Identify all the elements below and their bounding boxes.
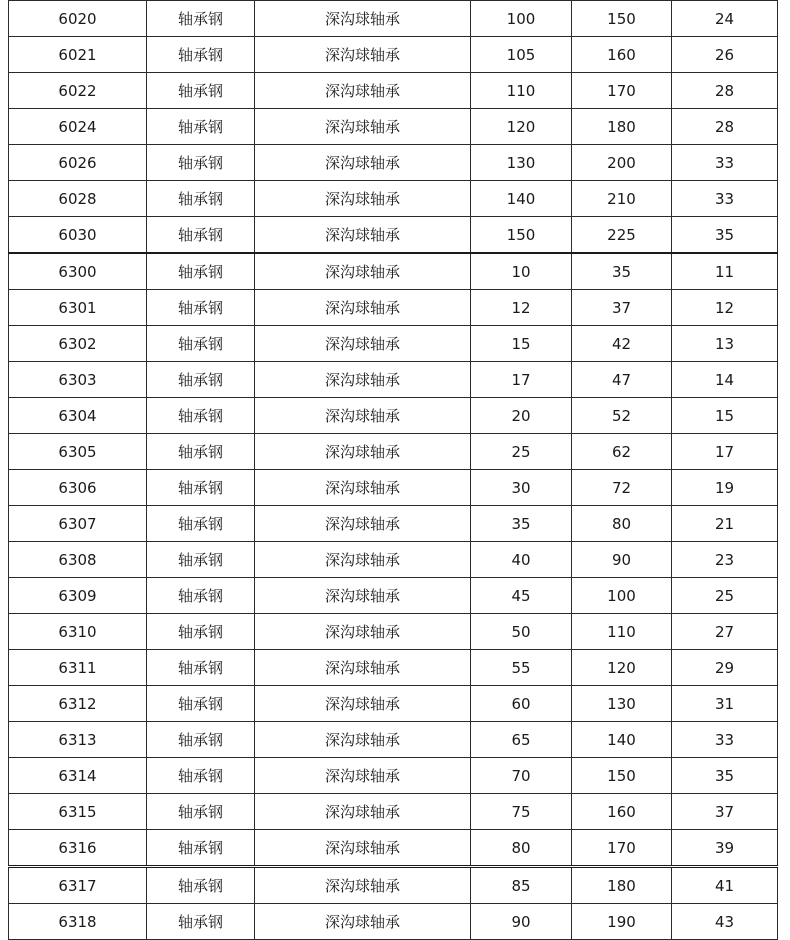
inner-diameter-cell: 90 [471, 904, 572, 940]
table-row [9, 578, 778, 614]
table-row [9, 686, 778, 722]
table-row [9, 217, 778, 254]
table-row [9, 1, 778, 37]
model-cell: 6308 [9, 542, 147, 578]
table-row [9, 145, 778, 181]
outer-diameter-cell: 72 [572, 470, 672, 506]
type-cell: 深沟球轴承 [255, 217, 471, 254]
type-cell: 深沟球轴承 [255, 506, 471, 542]
width-cell: 21 [672, 506, 778, 542]
material-cell: 轴承钢 [147, 326, 255, 362]
type-cell: 深沟球轴承 [255, 398, 471, 434]
material-cell: 轴承钢 [147, 904, 255, 940]
material-cell: 轴承钢 [147, 650, 255, 686]
table-row [9, 398, 778, 434]
outer-diameter-cell: 160 [572, 794, 672, 830]
table-row [9, 506, 778, 542]
material-cell: 轴承钢 [147, 434, 255, 470]
table-row [9, 722, 778, 758]
model-cell: 6316 [9, 830, 147, 867]
model-cell: 6026 [9, 145, 147, 181]
outer-diameter-cell: 42 [572, 326, 672, 362]
table-row [9, 758, 778, 794]
width-cell: 28 [672, 109, 778, 145]
outer-diameter-cell: 200 [572, 145, 672, 181]
model-cell: 6300 [9, 253, 147, 290]
type-cell: 深沟球轴承 [255, 867, 471, 904]
model-cell: 6306 [9, 470, 147, 506]
material-cell: 轴承钢 [147, 73, 255, 109]
model-cell: 6314 [9, 758, 147, 794]
outer-diameter-cell: 80 [572, 506, 672, 542]
outer-diameter-cell: 170 [572, 830, 672, 867]
inner-diameter-cell: 12 [471, 290, 572, 326]
width-cell: 43 [672, 904, 778, 940]
type-cell: 深沟球轴承 [255, 253, 471, 290]
model-cell: 6022 [9, 73, 147, 109]
outer-diameter-cell: 52 [572, 398, 672, 434]
material-cell: 轴承钢 [147, 217, 255, 254]
width-cell: 28 [672, 73, 778, 109]
inner-diameter-cell: 15 [471, 326, 572, 362]
inner-diameter-cell: 110 [471, 73, 572, 109]
outer-diameter-cell: 62 [572, 434, 672, 470]
width-cell: 29 [672, 650, 778, 686]
type-cell: 深沟球轴承 [255, 904, 471, 940]
model-cell: 6020 [9, 1, 147, 37]
width-cell: 31 [672, 686, 778, 722]
material-cell: 轴承钢 [147, 1, 255, 37]
width-cell: 11 [672, 253, 778, 290]
type-cell: 深沟球轴承 [255, 73, 471, 109]
width-cell: 17 [672, 434, 778, 470]
model-cell: 6317 [9, 867, 147, 904]
model-cell: 6310 [9, 614, 147, 650]
model-cell: 6024 [9, 109, 147, 145]
table-row [9, 904, 778, 940]
type-cell: 深沟球轴承 [255, 794, 471, 830]
material-cell: 轴承钢 [147, 867, 255, 904]
width-cell: 23 [672, 542, 778, 578]
type-cell: 深沟球轴承 [255, 434, 471, 470]
material-cell: 轴承钢 [147, 470, 255, 506]
type-cell: 深沟球轴承 [255, 686, 471, 722]
model-cell: 6315 [9, 794, 147, 830]
outer-diameter-cell: 130 [572, 686, 672, 722]
inner-diameter-cell: 150 [471, 217, 572, 254]
inner-diameter-cell: 45 [471, 578, 572, 614]
table-row [9, 614, 778, 650]
type-cell: 深沟球轴承 [255, 470, 471, 506]
model-cell: 6309 [9, 578, 147, 614]
outer-diameter-cell: 100 [572, 578, 672, 614]
table-row [9, 830, 778, 867]
inner-diameter-cell: 70 [471, 758, 572, 794]
inner-diameter-cell: 80 [471, 830, 572, 867]
type-cell: 深沟球轴承 [255, 326, 471, 362]
inner-diameter-cell: 55 [471, 650, 572, 686]
outer-diameter-cell: 225 [572, 217, 672, 254]
inner-diameter-cell: 105 [471, 37, 572, 73]
type-cell: 深沟球轴承 [255, 1, 471, 37]
inner-diameter-cell: 60 [471, 686, 572, 722]
model-cell: 6313 [9, 722, 147, 758]
outer-diameter-cell: 47 [572, 362, 672, 398]
material-cell: 轴承钢 [147, 722, 255, 758]
inner-diameter-cell: 100 [471, 1, 572, 37]
model-cell: 6318 [9, 904, 147, 940]
width-cell: 35 [672, 217, 778, 254]
width-cell: 33 [672, 181, 778, 217]
type-cell: 深沟球轴承 [255, 362, 471, 398]
type-cell: 深沟球轴承 [255, 109, 471, 145]
width-cell: 33 [672, 722, 778, 758]
width-cell: 13 [672, 326, 778, 362]
model-cell: 6312 [9, 686, 147, 722]
outer-diameter-cell: 35 [572, 253, 672, 290]
width-cell: 33 [672, 145, 778, 181]
type-cell: 深沟球轴承 [255, 722, 471, 758]
table-row [9, 470, 778, 506]
material-cell: 轴承钢 [147, 614, 255, 650]
material-cell: 轴承钢 [147, 37, 255, 73]
model-cell: 6302 [9, 326, 147, 362]
type-cell: 深沟球轴承 [255, 614, 471, 650]
inner-diameter-cell: 30 [471, 470, 572, 506]
material-cell: 轴承钢 [147, 506, 255, 542]
inner-diameter-cell: 140 [471, 181, 572, 217]
inner-diameter-cell: 17 [471, 362, 572, 398]
table-row [9, 109, 778, 145]
material-cell: 轴承钢 [147, 362, 255, 398]
model-cell: 6304 [9, 398, 147, 434]
table-row [9, 253, 778, 290]
inner-diameter-cell: 35 [471, 506, 572, 542]
material-cell: 轴承钢 [147, 830, 255, 867]
width-cell: 39 [672, 830, 778, 867]
table-row [9, 37, 778, 73]
table-row [9, 290, 778, 326]
material-cell: 轴承钢 [147, 290, 255, 326]
type-cell: 深沟球轴承 [255, 650, 471, 686]
width-cell: 14 [672, 362, 778, 398]
inner-diameter-cell: 10 [471, 253, 572, 290]
width-cell: 37 [672, 794, 778, 830]
model-cell: 6028 [9, 181, 147, 217]
width-cell: 15 [672, 398, 778, 434]
model-cell: 6021 [9, 37, 147, 73]
material-cell: 轴承钢 [147, 758, 255, 794]
type-cell: 深沟球轴承 [255, 37, 471, 73]
table-row [9, 181, 778, 217]
type-cell: 深沟球轴承 [255, 578, 471, 614]
type-cell: 深沟球轴承 [255, 290, 471, 326]
material-cell: 轴承钢 [147, 542, 255, 578]
width-cell: 24 [672, 1, 778, 37]
inner-diameter-cell: 65 [471, 722, 572, 758]
outer-diameter-cell: 190 [572, 904, 672, 940]
type-cell: 深沟球轴承 [255, 830, 471, 867]
inner-diameter-cell: 20 [471, 398, 572, 434]
type-cell: 深沟球轴承 [255, 542, 471, 578]
material-cell: 轴承钢 [147, 794, 255, 830]
inner-diameter-cell: 130 [471, 145, 572, 181]
table-row [9, 650, 778, 686]
bearing-spec-sheet [8, 0, 777, 940]
outer-diameter-cell: 180 [572, 867, 672, 904]
table-row [9, 794, 778, 830]
outer-diameter-cell: 110 [572, 614, 672, 650]
model-cell: 6301 [9, 290, 147, 326]
material-cell: 轴承钢 [147, 253, 255, 290]
outer-diameter-cell: 170 [572, 73, 672, 109]
model-cell: 6311 [9, 650, 147, 686]
width-cell: 26 [672, 37, 778, 73]
outer-diameter-cell: 180 [572, 109, 672, 145]
material-cell: 轴承钢 [147, 145, 255, 181]
material-cell: 轴承钢 [147, 109, 255, 145]
material-cell: 轴承钢 [147, 181, 255, 217]
outer-diameter-cell: 150 [572, 1, 672, 37]
outer-diameter-cell: 37 [572, 290, 672, 326]
width-cell: 35 [672, 758, 778, 794]
outer-diameter-cell: 120 [572, 650, 672, 686]
type-cell: 深沟球轴承 [255, 145, 471, 181]
model-cell: 6030 [9, 217, 147, 254]
bearing-spec-table [8, 0, 778, 940]
outer-diameter-cell: 90 [572, 542, 672, 578]
width-cell: 41 [672, 867, 778, 904]
inner-diameter-cell: 25 [471, 434, 572, 470]
table-body [9, 1, 778, 940]
inner-diameter-cell: 120 [471, 109, 572, 145]
table-row [9, 542, 778, 578]
outer-diameter-cell: 160 [572, 37, 672, 73]
outer-diameter-cell: 150 [572, 758, 672, 794]
width-cell: 12 [672, 290, 778, 326]
width-cell: 19 [672, 470, 778, 506]
type-cell: 深沟球轴承 [255, 758, 471, 794]
outer-diameter-cell: 210 [572, 181, 672, 217]
material-cell: 轴承钢 [147, 578, 255, 614]
table-row [9, 867, 778, 904]
width-cell: 27 [672, 614, 778, 650]
outer-diameter-cell: 140 [572, 722, 672, 758]
table-row [9, 73, 778, 109]
table-row [9, 434, 778, 470]
inner-diameter-cell: 40 [471, 542, 572, 578]
inner-diameter-cell: 85 [471, 867, 572, 904]
material-cell: 轴承钢 [147, 398, 255, 434]
type-cell: 深沟球轴承 [255, 181, 471, 217]
width-cell: 25 [672, 578, 778, 614]
inner-diameter-cell: 75 [471, 794, 572, 830]
model-cell: 6303 [9, 362, 147, 398]
inner-diameter-cell: 50 [471, 614, 572, 650]
table-row [9, 326, 778, 362]
table-row [9, 362, 778, 398]
model-cell: 6307 [9, 506, 147, 542]
material-cell: 轴承钢 [147, 686, 255, 722]
model-cell: 6305 [9, 434, 147, 470]
